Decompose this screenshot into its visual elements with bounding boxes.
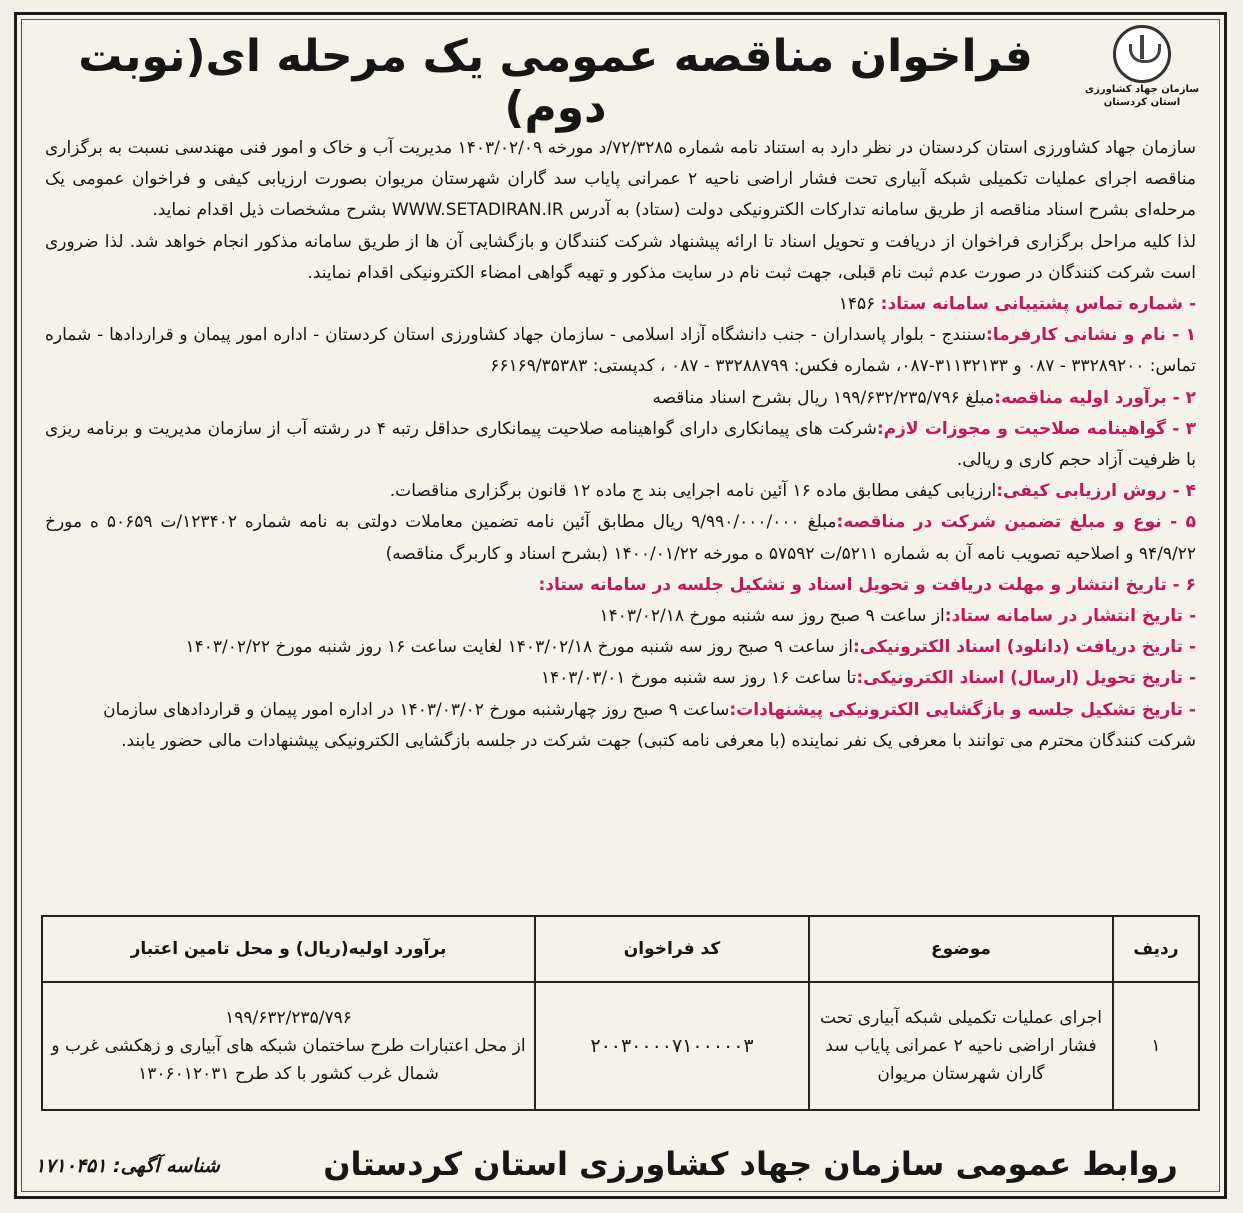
cell-row-number: ۱ [1113,982,1199,1110]
intro-paragraph-2: لذا کلیه مراحل برگزاری فراخوان از دریافت و تحویل اسناد تا ارائه پیشنهاد شرکت کنندگان و بازگشایی آن ها از طریق سامانه مذکور انجام خواهد شد. لذا ضروری است شرکت کنندگان در صورت عدم ثبت نام قبلی، جهت ثبت نام در سایت مذکور و تهیه گواهی امضاء الکترونیکی اقدام نمایند. [45,231,1196,283]
logo-province: استان کردستان [1103,97,1181,108]
header-code: کد فراخوان [535,916,809,982]
table-row [42,982,1199,1110]
logo-org-name: سازمان جهاد کشاورزی [1084,84,1200,95]
intro-paragraph: سازمان جهاد کشاورزی استان کردستان در نظر دارد به استناد نامه شماره ۷۲/۳۲۸۵/د مورخه ۱۴۰۳/۰۲/۰۹ مدیریت آب و خاک و امور فنی مهندسی نسبت به برگزاری مناقصه اجرای عملیات تکمیلی شبکه آبیاری تحت فشار اراضی ناحیه ۲ عمرانی پایاب سد گاران شهرستان مریوان بصورت ارزیابی کیفی و فراخوان عمومی یک مرحله‌ای بشرح اسناد مناقصه از طریق سامانه تدارکات الکترونیکی دولت (ستاد) به آدرس WWW.SETADIRAN.IR بشرح مشخصات ذیل اقدام نماید. [45,138,1197,221]
header-row-number: ردیف [1113,916,1199,982]
footer-title: روابط عمومی سازمان جهاد کشاورزی استان کردستان [323,1145,1178,1183]
publish-date: - تاریخ انتشار در سامانه ستاد:از ساعت ۹ صبح روز سه شنبه مورخ ۱۴۰۳/۰۲/۱۸ [599,606,1196,627]
opening-date: - تاریخ تشکیل جلسه و بازگشایی الکترونیکی پیشنهادات:ساعت ۹ صبح روز چهارشنبه مورخ ۱۴۰۳/۰۳/۰۲ در اداره امور پیمان و قراردادهای سازمان [103,699,1196,720]
footer [17,1141,1224,1197]
header-subject: موضوع [809,916,1113,982]
qualification: ۳ - گواهینامه صلاحیت و مجوزات لازم:شرکت های پیمانکاری دارای گواهینامه صلاحیت پیمانکاری حداقل رتبه ۴ در رشته آب از سازمان مدیریت و برنامه ریزی با ظرفیت آزاد حجم کاری و ریالی. [45,418,1197,471]
cell-subject: اجرای عملیات تکمیلی شبکه آبیاری تحت فشار اراضی ناحیه ۲ عمرانی پایاب سد گاران شهرستان مریوان [809,982,1113,1110]
download-date: - تاریخ دریافت (دانلود) اسناد الکترونیکی:از ساعت ۹ صبح روز سه شنبه مورخ ۱۴۰۳/۰۲/۱۸ لغایت ساعت ۱۶ روز شنبه مورخ ۱۴۰۳/۰۲/۲۲ [185,637,1196,658]
dates-heading: ۶ - تاریخ انتشار و مهلت دریافت و تحویل اسناد و تشکیل جلسه در سامانه ستاد: [538,574,1196,595]
header-estimate: برآورد اولیه(ریال) و محل تامین اعتبار [42,916,535,982]
tender-table [41,915,1200,1111]
logo-emblem-icon [1113,25,1171,83]
notice-body [45,133,1196,757]
cell-funding: از محل اعتبارات طرح ساختمان شبکه های آبیاری و زهکشی غرب و شمال غرب کشور با کد طرح ۱۳۰۶۰۱۲۰۳۱ [51,1036,526,1084]
initial-estimate: ۲ - برآورد اولیه مناقصه:مبلغ ۱۹۹/۶۳۲/۲۳۵/۷۹۶ ریال بشرح اسناد مناقصه [652,387,1196,408]
table-header-row [42,916,1199,982]
header [17,15,1224,133]
ad-id: شناسه آگهی: ۱۷۱۰۴۵۱ [35,1155,220,1177]
cell-amount: ۱۹۹/۶۳۲/۲۳۵/۷۹۶ [225,1008,352,1028]
jahad-keshavarzi-logo-icon [1082,25,1202,120]
support-phone: - شماره تماس پشتیبانی سامانه ستاد: ۱۴۵۶ [838,294,1196,315]
closing-note: شرکت کنندگان محترم می توانند با معرفی یک نفر نماینده (با معرفی نامه کتبی) جهت شرکت در جلسه بازگشایی الکترونیکی پیشنهادات مالی حضور یابند. [121,730,1196,751]
setad-url[interactable]: WWW.SETADIRAN.IR [391,200,564,221]
submit-date: - تاریخ تحویل (ارسال) اسناد الکترونیکی:تا ساعت ۱۶ روز سه شنبه مورخ ۱۴۰۳/۰۳/۰۱ [540,668,1196,689]
employer-info: ۱ - نام و نشانی کارفرما:سنندج - بلوار پاسداران - جنب دانشگاه آزاد اسلامی - سازمان جهاد کشاورزی استان کردستان - اداره امور پیمان و قراردادها - شماره تماس: ۳۳۲۸۹۲۰۰ - ۰۸۷ و ۳۱۱۳۲۱۳۳-۰۸۷، شماره فکس: ۳۳۲۸۸۷۹۹ - ۰۸۷ ، کدپستی: ۶۶۱۶۹/۳۵۳۸۳ [45,325,1196,377]
cell-code: ۲۰۰۳۰۰۰۰۷۱۰۰۰۰۰۳ [535,982,809,1110]
notice-title: فراخوان مناقصه عمومی یک مرحله ای(نوبت دوم) [78,31,1033,133]
evaluation-method: ۴ - روش ارزیابی کیفی:ارزیابی کیفی مطابق ماده ۱۶ آئین نامه اجرایی بند ج ماده ۱۲ قانون برگزاری مناقصات. [389,481,1196,502]
tender-notice [14,12,1227,1199]
guarantee: ۵ - نوع و مبلغ تضمین شرکت در مناقصه:مبلغ ۹/۹۹۰/۰۰۰/۰۰۰ ریال مطابق آئین نامه تضمین معاملات دولتی به نامه شماره ۱۲۳۴۰۲/ت ۵۰۶۵۹ ه مورخ ۹۴/۹/۲۲ و اصلاحیه تصویب نامه آن به شماره ۵۲۱۱/ت ۵۷۵۹۲ ه مورخه ۱۴۰۰/۰۱/۲۲ (بشرح اسناد و کاربرگ مناقصه) [45,512,1197,564]
cell-estimate [42,982,535,1110]
